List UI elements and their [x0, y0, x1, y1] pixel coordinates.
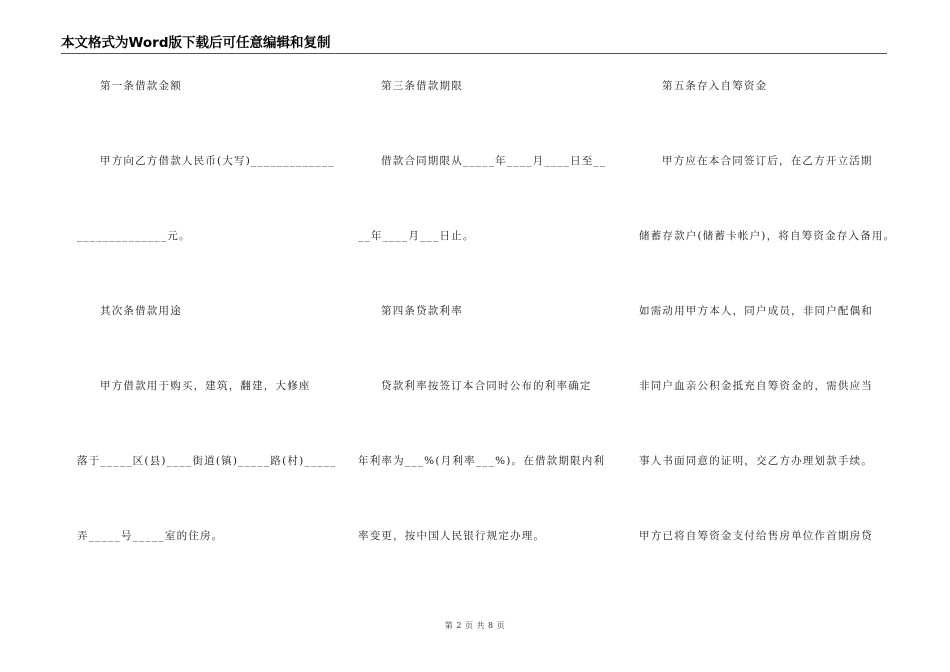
- col1-line-3: ______________元。: [77, 230, 191, 242]
- col1-line-7: 弄_____号_____室的住房。: [77, 530, 224, 542]
- col3-line-3: 储蓄存款户(储蓄卡帐户)，将自筹资金存入备用。: [639, 230, 896, 242]
- col1-line-2: 甲方向乙方借款人民币(大写)_____________: [100, 155, 335, 167]
- col2-line-4: 第四条贷款利率: [381, 305, 463, 317]
- col1-line-5: 甲方借款用于购买，建筑，翻建，大修座: [100, 380, 311, 392]
- col1-line-6: 落于_____区(县)____街道(镇)_____路(村)_____: [77, 455, 337, 467]
- page-header: 本文格式为Word版下载后可任意编辑和复制: [61, 35, 331, 51]
- col3-line-6: 事人书面同意的证明，交乙方办理划款手续。: [639, 455, 873, 467]
- col3-line-2: 甲方应在本合同签订后，在乙方开立活期: [662, 155, 873, 167]
- page-number: 第 2 页 共 8 页: [444, 621, 506, 630]
- col3-line-1: 第五条存入自筹资金: [662, 80, 768, 92]
- col2-line-1: 第三条借款期限: [381, 80, 463, 92]
- col2-line-3: __年____月___日止。: [358, 230, 475, 242]
- col2-line-2: 借款合同期限从_____年____月____日至__: [381, 155, 607, 167]
- col1-line-4: 其次条借款用途: [100, 305, 182, 317]
- header-rule: [61, 53, 887, 54]
- col3-line-4: 如需动用甲方本人，同户成员，非同户配偶和: [639, 305, 873, 317]
- col1-line-1: 第一条借款金额: [100, 80, 182, 92]
- col2-line-5: 贷款利率按签订本合同时公布的利率确定: [381, 380, 592, 392]
- col3-line-5: 非同户血亲公积金抵充自筹资金的，需供应当: [639, 380, 873, 392]
- col2-line-7: 率变更，按中国人民银行规定办理。: [358, 530, 546, 542]
- col3-line-7: 甲方已将自筹资金支付给售房单位作首期房贷: [639, 530, 873, 542]
- col2-line-6: 年利率为___%(月利率___%)。在借款期限内利: [358, 455, 606, 467]
